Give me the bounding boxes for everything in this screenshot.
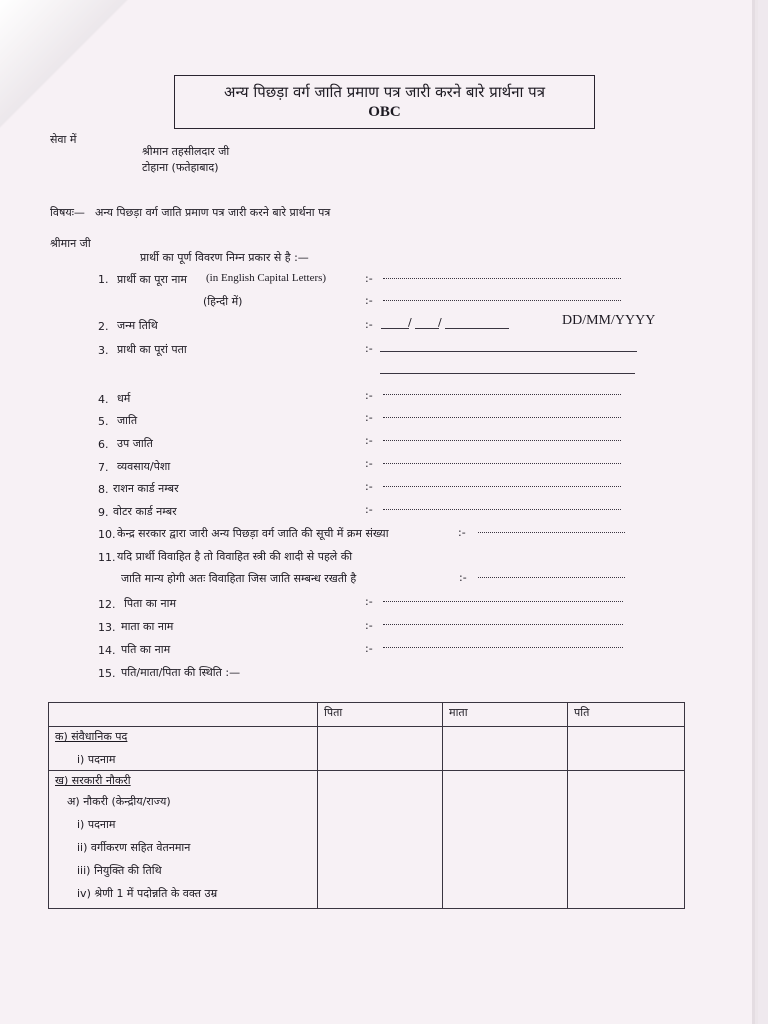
salutation: श्रीमान जी <box>50 237 91 250</box>
name-english-input[interactable] <box>383 278 621 279</box>
field-num: 4. <box>98 393 109 406</box>
section-a-cell <box>49 727 318 771</box>
separator: :- <box>365 434 373 447</box>
field-label-address: प्राथी का पूरां पता <box>117 343 187 356</box>
field-label-hindi: (हिन्दी में) <box>203 295 243 308</box>
field-label-occupation: व्यवसाय/पेशा <box>117 460 171 473</box>
section-b-item: i) पदनाम <box>77 818 116 831</box>
father-name-input[interactable] <box>383 601 623 602</box>
field-num: 7. <box>98 461 109 474</box>
field-label-married-cont: जाति मान्य होगी अतः विवाहिता जिस जाति सम्बन्ध रखती है <box>121 572 357 585</box>
voter-card-input[interactable] <box>383 509 621 510</box>
separator: :- <box>365 318 373 331</box>
title-obc: OBC <box>368 104 401 120</box>
folded-corner <box>0 0 150 130</box>
separator: :- <box>365 411 373 424</box>
field-num: 12. <box>98 598 116 611</box>
field-label-father: पिता का नाम <box>124 597 177 610</box>
field-label-status: पति/माता/पिता की स्थिति :— <box>121 666 241 679</box>
address-line1: श्रीमान तहसीलदार जी <box>142 145 230 158</box>
field-note-english: (in English Capital Letters) <box>206 272 327 284</box>
field-label-subcaste: उप जाति <box>117 437 153 450</box>
section-a-title: क) संवैधानिक पद <box>55 730 128 743</box>
separator: :- <box>365 272 373 285</box>
address-input-2[interactable] <box>380 373 635 374</box>
field-num: 15. <box>98 667 116 680</box>
subject-label: विषयः— <box>50 206 85 219</box>
section-b-father-cell[interactable] <box>318 771 443 909</box>
field-label-name: प्रार्थी का पूरा नाम <box>117 273 187 286</box>
date-format: DD/MM/YYYY <box>562 313 656 328</box>
section-b-mother-cell[interactable] <box>443 771 568 909</box>
field-num: 11. <box>98 551 116 564</box>
subcaste-input[interactable] <box>383 440 621 441</box>
separator: :- <box>365 294 373 307</box>
field-label-caste: जाति <box>117 414 138 427</box>
field-label-obc-list-serial: केन्द्र सरकार द्वारा जारी अन्य पिछड़ा वर्ग जाति की सूची में क्रम संख्या <box>117 527 389 540</box>
section-b-item: iii) नियुक्ति की तिथि <box>77 864 162 877</box>
field-num: 9. <box>98 506 109 519</box>
title-box <box>174 75 595 129</box>
field-num: 3. <box>98 344 109 357</box>
field-num: 13. <box>98 621 116 634</box>
section-a-father-cell[interactable] <box>318 727 443 771</box>
section-a-item: i) पदनाम <box>77 753 116 766</box>
table-header-mother: माता <box>443 703 568 727</box>
field-label-married: यदि प्रार्थी विवाहित है तो विवाहित स्त्री की शादी से पहले की <box>117 550 353 563</box>
caste-input[interactable] <box>383 417 621 418</box>
separator: :- <box>459 571 467 584</box>
subject-text: अन्य पिछड़ा वर्ग जाति प्रमाण पत्र जारी करने बारे प्रार्थना पत्र <box>95 206 331 219</box>
mother-name-input[interactable] <box>383 624 623 625</box>
address-line2: टोहाना (फतेहाबाद) <box>142 161 219 174</box>
obc-serial-input[interactable] <box>478 532 625 533</box>
status-table <box>48 702 685 909</box>
field-label-mother: माता का नाम <box>121 620 174 633</box>
religion-input[interactable] <box>383 394 621 395</box>
title-hindi: अन्य पिछड़ा वर्ग जाति प्रमाण पत्र जारी करने बारे प्रार्थना पत्र <box>224 83 545 101</box>
section-a-husband-cell[interactable] <box>568 727 685 771</box>
field-label-dob: जन्म तिथि <box>117 319 158 332</box>
field-num: 1. <box>98 273 109 286</box>
field-label-religion: धर्म <box>117 392 131 405</box>
table-header-husband: पति <box>568 703 685 727</box>
dob-year-input[interactable] <box>445 328 509 329</box>
section-b-cell <box>49 771 318 909</box>
separator: :- <box>458 526 466 539</box>
section-a-mother-cell[interactable] <box>443 727 568 771</box>
address-input-1[interactable] <box>380 351 637 352</box>
section-b-item: iv) श्रेणी 1 में पदोन्नति के वक्त उम्र <box>77 887 218 900</box>
separator: :- <box>365 619 373 632</box>
section-b-sub: अ) नौकरी (केन्द्रीय/राज्य) <box>67 795 171 808</box>
field-label-ration-card: राशन कार्ड नम्बर <box>113 482 179 495</box>
dob-slash: / <box>438 316 442 329</box>
intro-text: प्रार्थी का पूर्ण विवरण निम्न प्रकार से है :— <box>140 251 309 264</box>
dob-month-input[interactable] <box>415 328 439 329</box>
separator: :- <box>365 457 373 470</box>
table-header-blank <box>49 703 318 727</box>
address-to: सेवा में <box>50 133 77 146</box>
field-num: 14. <box>98 644 116 657</box>
married-caste-input[interactable] <box>478 577 625 578</box>
section-b-husband-cell[interactable] <box>568 771 685 909</box>
field-num: 6. <box>98 438 109 451</box>
field-num: 10. <box>98 528 116 541</box>
separator: :- <box>365 642 373 655</box>
separator: :- <box>365 595 373 608</box>
separator: :- <box>365 342 373 355</box>
dob-day-input[interactable] <box>381 328 409 329</box>
field-label-voter-card: वोटर कार्ड नम्बर <box>113 505 177 518</box>
occupation-input[interactable] <box>383 463 621 464</box>
section-b-item: ii) वर्गीकरण सहित वेतनमान <box>77 841 191 854</box>
table-header-father: पिता <box>318 703 443 727</box>
separator: :- <box>365 480 373 493</box>
dob-slash: / <box>408 316 412 329</box>
separator: :- <box>365 389 373 402</box>
field-num: 8. <box>98 483 109 496</box>
section-b-title: ख) सरकारी नौकरी <box>55 774 131 787</box>
field-num: 5. <box>98 415 109 428</box>
name-hindi-input[interactable] <box>383 300 621 301</box>
ration-card-input[interactable] <box>383 486 621 487</box>
field-label-husband: पति का नाम <box>121 643 171 656</box>
separator: :- <box>365 503 373 516</box>
field-num: 2. <box>98 320 109 333</box>
husband-name-input[interactable] <box>383 647 623 648</box>
